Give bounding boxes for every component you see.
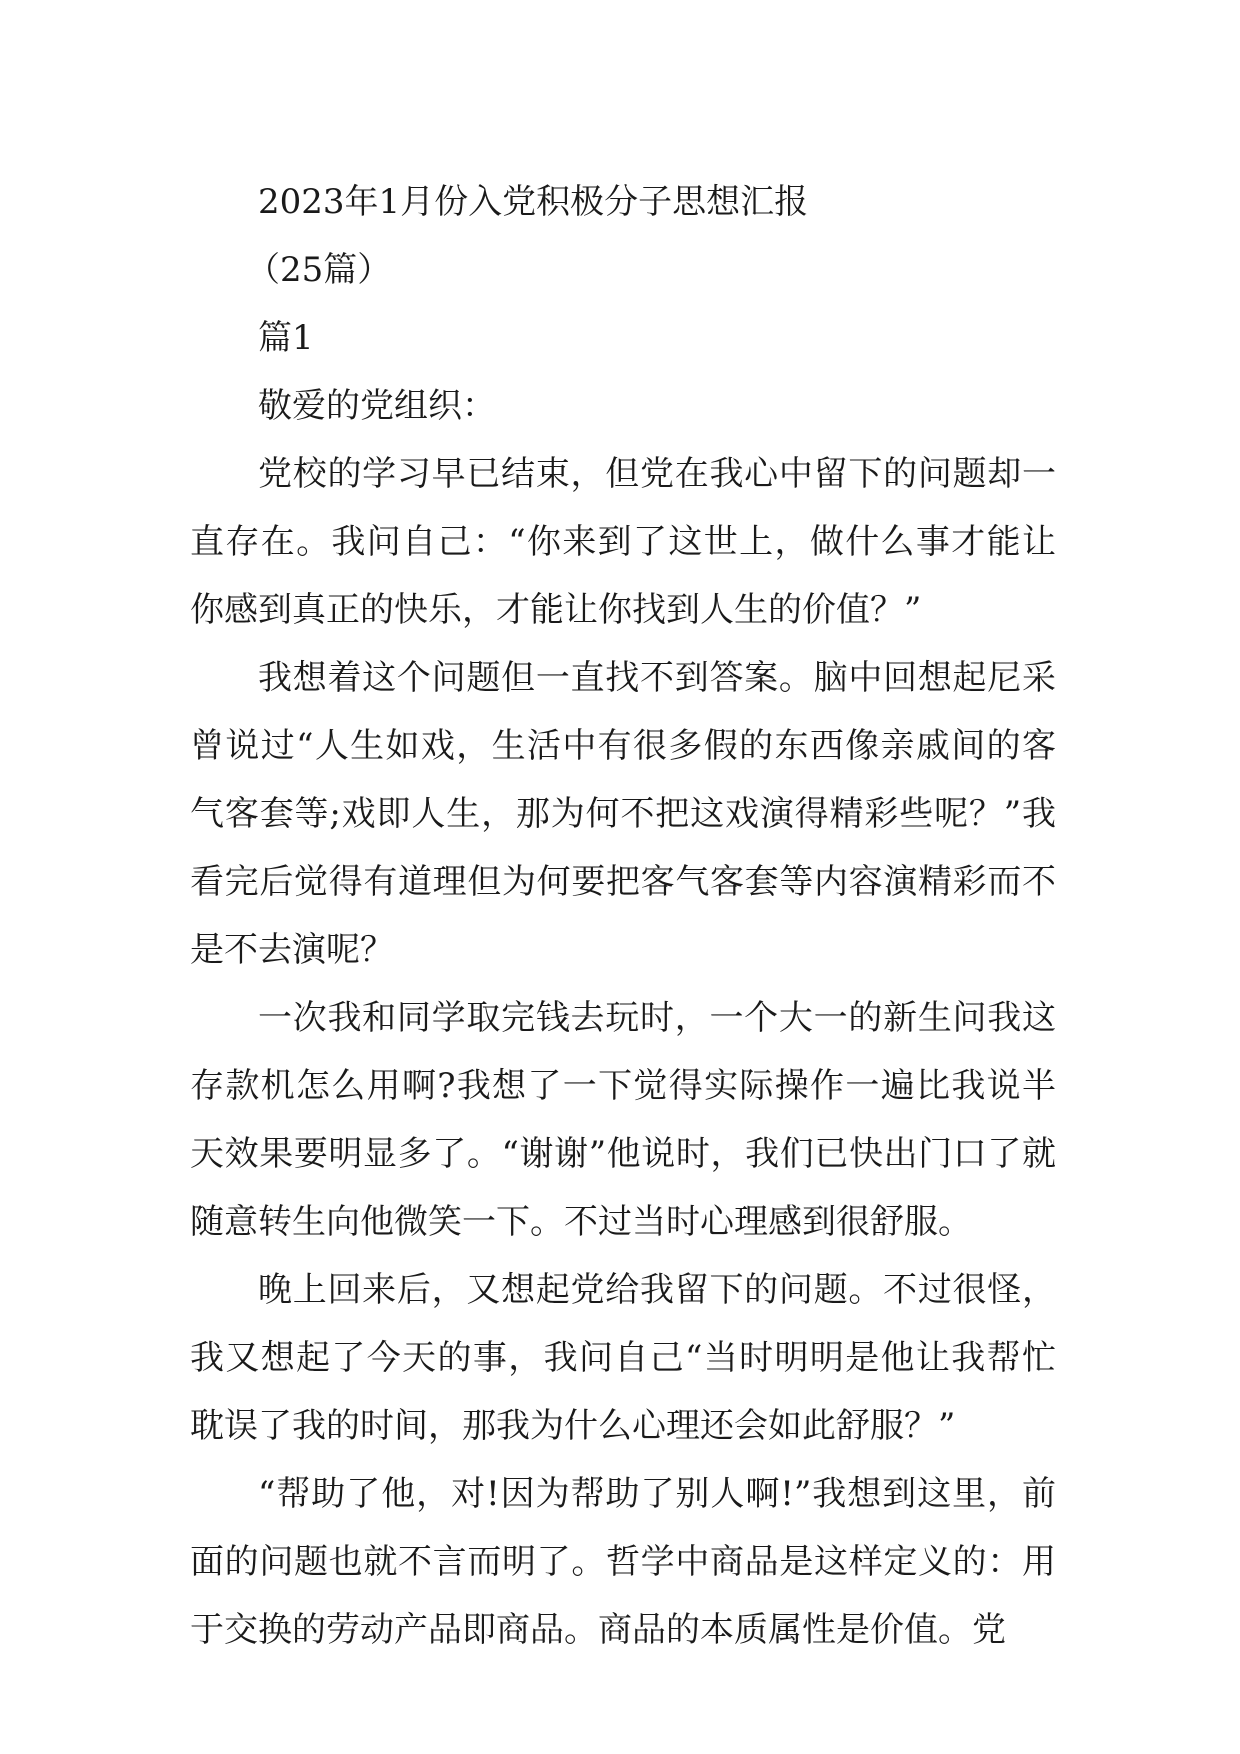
paragraph: “帮助了他，对!因为帮助了别人啊!”我想到这里，前面的问题也就不言而明了。哲学中商品是这样定义的：用于交换的劳动产品即商品。商品的本质属性是价值。党 bbox=[190, 1474, 1056, 1650]
salutation: 敬爱的党组织： bbox=[258, 386, 496, 426]
paragraph: 党校的学习早已结束，但党在我心中留下的问题却一直存在。我问自己：“你来到了这世上，做什么事才能让你感到真正的快乐，才能让你找到人生的价值？” bbox=[190, 454, 1056, 630]
document-body bbox=[190, 168, 1056, 1664]
document-subtitle: （25篇） bbox=[246, 250, 392, 290]
document-title: 2023年1月份入党积极分子思想汇报 bbox=[258, 182, 809, 222]
paragraph: 一次我和同学取完钱去玩时，一个大一的新生问我这存款机怎么用啊?我想了一下觉得实际操作一遍比我说半天效果要明显多了。“谢谢”他说时，我们已快出门口了就随意转生向他微笑一下。不过当时心理感到很舒服。 bbox=[190, 998, 1056, 1242]
paragraph: 我想着这个问题但一直找不到答案。脑中回想起尼采曾说过“人生如戏，生活中有很多假的东西像亲戚间的客气客套等;戏即人生，那为何不把这戏演得精彩些呢？”我看完后觉得有道理但为何要把客气客套等内容演精彩而不是不去演呢？ bbox=[190, 658, 1056, 970]
paragraph: 晚上回来后，又想起党给我留下的问题。不过很怪，我又想起了今天的事，我问自己“当时明明是他让我帮忙耽误了我的时间，那我为什么心理还会如此舒服？” bbox=[190, 1270, 1056, 1446]
section-label: 篇1 bbox=[258, 318, 314, 358]
